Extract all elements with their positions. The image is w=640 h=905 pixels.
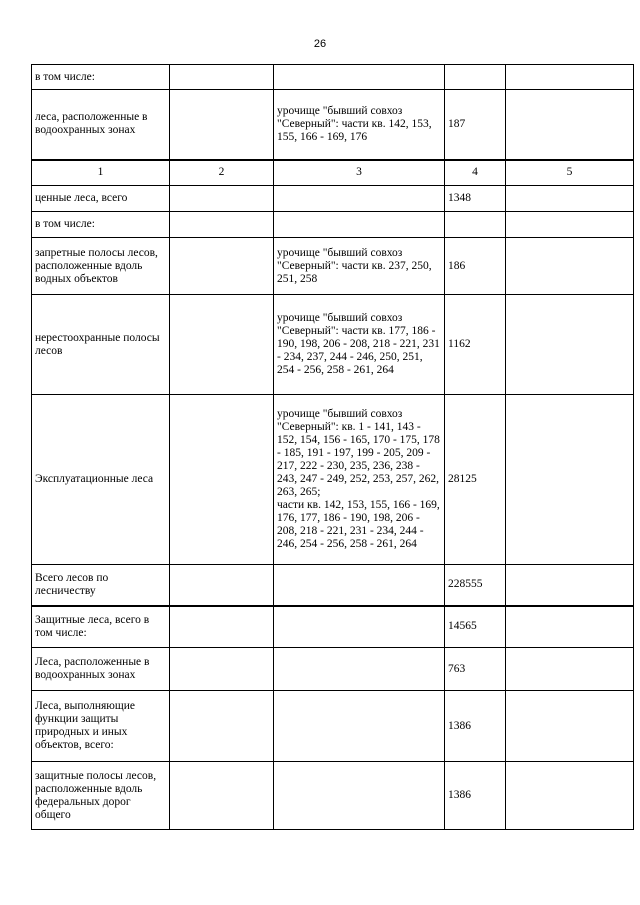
- table-row: [32, 65, 634, 90]
- cell-col2: [170, 186, 274, 212]
- cell-location: [274, 565, 445, 606]
- cell-col2: [170, 565, 274, 606]
- cell-category: Леса, расположенные в водоохранных зонах: [32, 648, 170, 691]
- cell-area: 1348: [445, 186, 506, 212]
- column-number: 5: [506, 160, 634, 186]
- cell-location: урочище "бывший совхоз "Северный": части кв. 237, 250, 251, 258: [274, 238, 445, 295]
- cell-col5: [506, 565, 634, 606]
- cell-col2: [170, 65, 274, 90]
- cell-col5: [506, 65, 634, 90]
- cell-location: [274, 606, 445, 648]
- table-row: [32, 238, 634, 295]
- cell-location: [274, 691, 445, 762]
- column-number: 4: [445, 160, 506, 186]
- cell-area: 763: [445, 648, 506, 691]
- cell-col5: [506, 186, 634, 212]
- cell-area: 1162: [445, 295, 506, 395]
- table-row: [32, 565, 634, 606]
- table-row: [32, 90, 634, 160]
- cell-category: защитные полосы лесов, расположенные вдоль федеральных дорог общего: [32, 762, 170, 830]
- cell-location: [274, 65, 445, 90]
- cell-category: леса, расположенные в водоохранных зонах: [32, 90, 170, 160]
- table-row: [32, 186, 634, 212]
- column-number: 1: [32, 160, 170, 186]
- cell-col5: [506, 90, 634, 160]
- cell-col2: [170, 648, 274, 691]
- cell-area: 228555: [445, 565, 506, 606]
- cell-location: урочище "бывший совхоз "Северный": части кв. 142, 153, 155, 166 - 169, 176: [274, 90, 445, 160]
- cell-category: ценные леса, всего: [32, 186, 170, 212]
- cell-col2: [170, 691, 274, 762]
- cell-area: 1386: [445, 762, 506, 830]
- cell-col5: [506, 606, 634, 648]
- cell-area: [445, 65, 506, 90]
- cell-location: [274, 648, 445, 691]
- cell-category: Эксплуатационные леса: [32, 395, 170, 565]
- cell-col5: [506, 212, 634, 238]
- page-number: 26: [313, 38, 327, 50]
- cell-col5: [506, 238, 634, 295]
- cell-col5: [506, 648, 634, 691]
- cell-col5: [506, 762, 634, 830]
- cell-location: [274, 762, 445, 830]
- cell-location: урочище "бывший совхоз "Северный": части кв. 177, 186 - 190, 198, 206 - 208, 218 - 221, 231 - 234, 237, 244 - 246, 250, 251, 254 - 256, 258 - 261, 264: [274, 295, 445, 395]
- table-row: [32, 648, 634, 691]
- table-row: [32, 212, 634, 238]
- cell-location: [274, 212, 445, 238]
- cell-category: запретные полосы лесов, расположенные вдоль водных объектов: [32, 238, 170, 295]
- cell-category: в том числе:: [32, 65, 170, 90]
- cell-category: Всего лесов по лесничеству: [32, 565, 170, 606]
- cell-area: 187: [445, 90, 506, 160]
- table-row: [32, 691, 634, 762]
- column-number-row: [32, 160, 634, 186]
- table-row: [32, 395, 634, 565]
- cell-area: 14565: [445, 606, 506, 648]
- cell-col5: [506, 395, 634, 565]
- cell-area: 28125: [445, 395, 506, 565]
- cell-category: Леса, выполняющие функции защиты природных и иных объектов, всего:: [32, 691, 170, 762]
- cell-area: 1386: [445, 691, 506, 762]
- cell-col2: [170, 90, 274, 160]
- column-number: 3: [274, 160, 445, 186]
- column-number: 2: [170, 160, 274, 186]
- cell-category: нерестоохранные полосы лесов: [32, 295, 170, 395]
- cell-location: урочище "бывший совхоз "Северный": кв. 1 - 141, 143 - 152, 154, 156 - 165, 170 - 175, 178 - 185, 191 - 197, 199 - 205, 209 - 217, 222 - 230, 235, 236, 238 - 243, 247 - 249, 252, 253, 257, 262, 263, 265; части кв. 142, 153, 155, 166 - 169, 176, 177, 186 - 190, 198, 206 - 208, 218 - 221, 231 - 234, 244 - 246, 254 - 256, 258 - 261, 264: [274, 395, 445, 565]
- cell-col2: [170, 212, 274, 238]
- forest-table: [31, 64, 634, 830]
- cell-col2: [170, 762, 274, 830]
- table-row: [32, 762, 634, 830]
- cell-col2: [170, 238, 274, 295]
- cell-category: в том числе:: [32, 212, 170, 238]
- cell-category: Защитные леса, всего в том числе:: [32, 606, 170, 648]
- cell-col2: [170, 395, 274, 565]
- cell-col5: [506, 295, 634, 395]
- cell-col2: [170, 295, 274, 395]
- table-row: [32, 295, 634, 395]
- table-row: [32, 606, 634, 648]
- cell-area: 186: [445, 238, 506, 295]
- cell-area: [445, 212, 506, 238]
- cell-location: [274, 186, 445, 212]
- cell-col5: [506, 691, 634, 762]
- cell-col2: [170, 606, 274, 648]
